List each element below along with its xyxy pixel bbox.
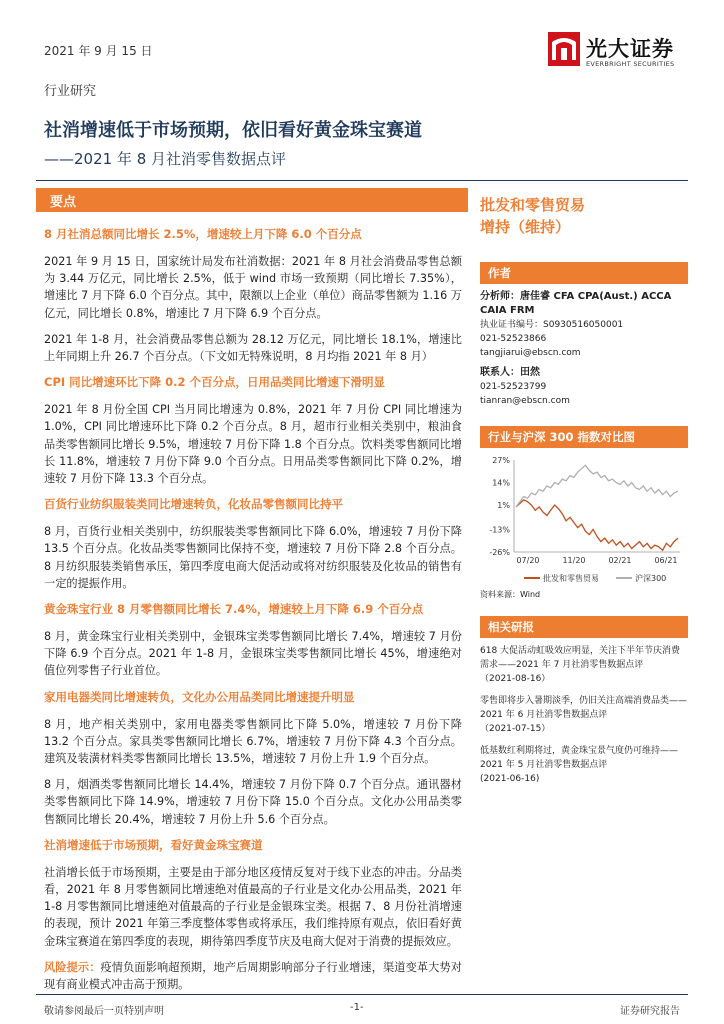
section-heading: 家用电器类同比增速转负，文化办公用品类同比增速提升明显 [44, 689, 355, 704]
section-1 [44, 226, 462, 365]
contact-name: 联系人：田然 [480, 367, 540, 378]
legend-label: 沪深300 [635, 574, 667, 583]
report-date: （2021-07-15） [480, 724, 551, 734]
logo-text: 光大证券 [586, 37, 674, 61]
report-date: (2021-06-16) [480, 774, 540, 784]
paragraph: 2021 年 1-8 月，社会消费品零售总额为 28.12 万亿元，同比增长 18.1%，增速比上年同期上升 26.7 个百分点。（下文如无特殊说明，8 月均指 2021 年 8 月） [44, 332, 462, 364]
contact-email[interactable]: tianran@ebscn.com [480, 396, 570, 406]
y-tick-label: -26% [489, 548, 510, 557]
related-report[interactable] [480, 644, 688, 686]
section-heading: 8 月社消总额同比增长 2.5%，增速较上月下降 6.0 个百分点 [44, 227, 362, 241]
risk-text: 疫情负面影响超预期，地产后周期影响部分子行业增速，渠道变革大势对现有商业模式冲击高于预期。 [44, 960, 462, 992]
report-date: 2021 年 9 月 15 日 [44, 44, 153, 58]
page-number: -1- [350, 1002, 364, 1013]
y-tick-label: 14% [492, 478, 510, 488]
y-tick-label: 1% [497, 501, 510, 511]
section-4 [44, 601, 462, 680]
footer-divider [36, 994, 688, 995]
paragraph: 8 月，地产相关类别中，家用电器类零售额同比下降 5.0%，增速较 7 月份下降 13.2 个百分点。家具类零售额同比增长 6.7%，增速较 7 月份下降 4.3 个百分点。建筑及装潢材料类零售额同比增长 13.5%，增速较 7 月份上升 1.9 个百分点。 [44, 717, 462, 766]
report-category: 行业研究 [44, 84, 97, 99]
report-title: 零售即将步入暑期淡季，仍旧关注高端消费品类——2021 年 6 月社消零售数据点评 [480, 696, 688, 720]
report-date: （2021-08-16） [480, 674, 551, 684]
y-tick-label: 27% [492, 456, 510, 465]
main-content [44, 226, 462, 1002]
paragraph: 2021 年 8 月份全国 CPI 当月同比增速为 0.8%，2021 年 7 月份 CPI 同比增速为 1.0%，CPI 同比增速环比下降 0.2 个百分点。8 月，超市行业相关类别中，粮油食品类零售额同比增长 9.5%，增速较 7 月份下降 1.8 个百分点。饮料类零售额同比增长 11.8%，增速较 7 月份下降 9.0 个百分点。日用品类零售额同比下降 0.2%，增速较 7 月份下降 13.3 个百分点。 [44, 403, 462, 486]
license-number: 执业证书编号：S0930516050001 [480, 320, 624, 330]
index-comparison-chart [480, 452, 688, 588]
paragraph: 8 月，烟酒类零售额同比增长 14.4%，增速较 7 月份下降 0.7 个百分点。通讯器材类零售额同比下降 14.9%，增速较 7 月份下降 15.0 个百分点。文化办公用品类零售额同比增长 20.4%，增速较 7 月份上升 5.6 个百分点。 [44, 778, 462, 826]
section-heading: 社消增速低于市场预期，看好黄金珠宝赛道 [44, 837, 263, 852]
paragraph: 社消增长低于市场预期，主要是由于部分地区疫情反复对于线下业态的冲击。分品类看，2021 年 8 月零售额同比增速绝对值最高的子行业是文化办公用品类，2021 年 1-8 月零售额同比增速绝对值最高的子行业是金银珠宝类。根据 7、8 月份社消增速的表现，预计 2021 年第三季度整体零售或将承压，我们维持原有观点，依旧看好黄金珠宝赛道在第四季度的表现，期待第四季度节庆及电商大促对于消费的提振效应。 [44, 865, 462, 948]
risk-label: 风险提示： [44, 960, 101, 974]
paragraph: 8 月，百货行业相关类别中，纺织服装类零售额同比下降 6.0%，增速较 7 月份下降 13.5 个百分点。化妆品类零售额同比保持不变，增速较 7 月份下降 2.8 个百分点。8 月纺织服装类销售承压，第四季度电商大促活动或将对纺织服装及化妆品的销售有一定的提振作用。 [44, 525, 462, 590]
related-report[interactable] [480, 744, 688, 786]
sector-name: 批发和零售贸易 [480, 196, 586, 214]
analyst-name: 分析师：唐佳睿 CFA CPA(Aust.) ACCA CAIA FRM [480, 291, 672, 316]
risk-warning [44, 959, 462, 993]
everbright-logo-icon [548, 32, 580, 66]
x-tick-label: 07/20 [516, 556, 540, 565]
y-tick-label: -13% [489, 525, 510, 535]
series-line-2 [516, 465, 678, 507]
report-title: 社消增速低于市场预期，依旧看好黄金珠宝赛道 [44, 120, 422, 141]
x-tick-label: 02/21 [608, 556, 632, 565]
related-report[interactable] [480, 694, 688, 736]
report-title: 低基数红利期将过，黄金珠宝景气度仍可维持——2021 年 5 月社消零售数据点评 [480, 746, 679, 770]
report-subtitle: ——2021 年 8 月社消零售数据点评 [44, 150, 287, 168]
chart-header: 行业与沪深 300 指数对比图 [480, 426, 688, 448]
author-block [480, 290, 688, 408]
report-title: 618 大促活动虹吸效应明显，关注下半年节庆消费需求——2021 年 7 月社消零售数据点评 [480, 646, 681, 670]
logo-subtext: EVERBRIGHT SECURITIES [586, 60, 675, 68]
legend-label: 批发和零售贸易 [543, 574, 599, 583]
related-reports-header: 相关研报 [480, 616, 688, 638]
contact-phone: 021-52523799 [480, 382, 547, 392]
series-line-1 [516, 500, 678, 550]
paragraph: 8 月，黄金珠宝行业相关类别中，金银珠宝类零售额同比增长 7.4%，增速较 7 月份下降 6.9 个百分点。2021 年 1-8 月，金银珠宝类零售额同比增长 45%，增速绝对值位列零售子行业首位。 [44, 630, 462, 678]
header-divider [36, 180, 688, 181]
footer-disclaimer[interactable]: 敬请参阅最后一页特别声明 [44, 1006, 164, 1017]
analyst-phone: 021-52523866 [480, 334, 547, 344]
related-reports [480, 644, 688, 786]
x-tick-label: 11/20 [562, 556, 586, 565]
chart-source: 资料来源：Wind [480, 590, 541, 599]
footer-brand: 证券研究报告 [620, 1006, 680, 1017]
analyst-email[interactable]: tangjiarui@ebscn.com [480, 348, 581, 358]
authors-header: 作者 [480, 262, 688, 284]
section-heading: 黄金珠宝行业 8 月零售额同比增长 7.4%，增速较上月下降 6.9 个百分点 [44, 602, 424, 617]
section-heading: CPI 同比增速环比下降 0.2 个百分点，日用品类同比增速下滑明显 [44, 375, 386, 390]
key-points-label: 要点 [50, 195, 77, 210]
chart-svg [480, 452, 688, 588]
section-3 [44, 496, 462, 592]
rating: 增持（维持） [480, 218, 571, 236]
section-heading: 百货行业纺织服装类同比增速转负，化妆品零售额同比持平 [44, 497, 343, 512]
paragraph: 2021 年 9 月 15 日，国家统计局发布社消数据：2021 年 8 月社会消费品零售总额为 3.44 万亿元，同比增长 2.5%，低于 wind 市场一致预期（同比增长 7.35%），增速比 7 月下降 6.0 个百分点。其中，限额以上企业（单位）商品零售额为 1.16 万亿元，同比增长 0.8%，增速比 7 月下降 6.9 个百分点。 [44, 255, 462, 320]
key-points-banner [36, 188, 468, 212]
section-2 [44, 374, 462, 487]
sidebar [480, 194, 688, 786]
section-6 [44, 837, 462, 950]
logo [548, 32, 688, 72]
x-tick-label: 06/21 [654, 556, 678, 565]
section-5 [44, 689, 462, 828]
